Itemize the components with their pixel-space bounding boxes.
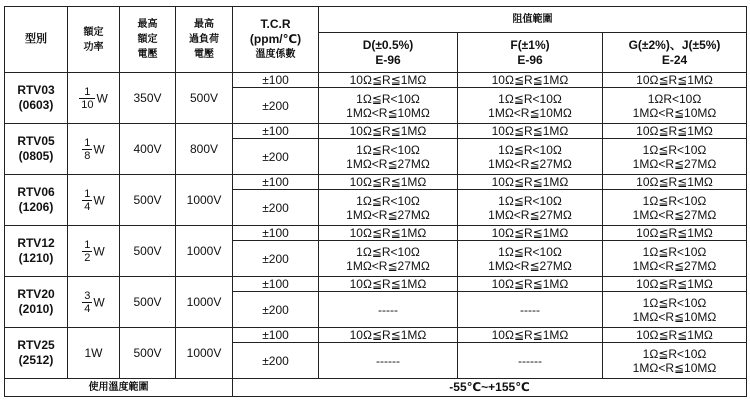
tcr-value: ±100 xyxy=(262,277,289,291)
header-col-f-line: E-96 xyxy=(517,52,543,67)
header-power-line: 功率 xyxy=(83,41,104,53)
model-cell xyxy=(5,328,68,379)
overload-voltage-value: 1000V xyxy=(186,346,222,360)
range-text: 1MΩ<R≦27MΩ xyxy=(488,156,572,171)
model-text: (0603) xyxy=(18,98,54,112)
range-text: 10Ω≦R≦1MΩ xyxy=(349,175,427,189)
range-cell-g xyxy=(603,328,747,343)
range-text: 1Ω≦R<10Ω xyxy=(642,244,707,259)
resistor-spec-table xyxy=(4,6,747,397)
range-cell-d xyxy=(319,124,458,139)
range-cell-d xyxy=(319,175,458,190)
header-range-group-label: 阻值範圍 xyxy=(512,14,553,25)
overload-voltage-value: 800V xyxy=(189,142,219,156)
range-cell-f xyxy=(458,124,603,139)
range-text: 10Ω≦R≦1MΩ xyxy=(636,175,713,189)
header-col-d-line: D(±0.5%) xyxy=(362,37,414,52)
power-numerator: 1 xyxy=(84,136,91,149)
model-text: (1206) xyxy=(18,200,54,214)
header-tcr-line: 溫度係數 xyxy=(255,49,296,60)
power-denominator: 2 xyxy=(84,251,91,264)
rated-voltage-value: 500V xyxy=(133,244,162,258)
tcr-cell xyxy=(233,88,319,124)
model-text: (0805) xyxy=(18,149,54,163)
power-denominator: 8 xyxy=(84,149,91,162)
range-text: 1Ω≦R<10Ω xyxy=(356,91,420,106)
overload-voltage-cell xyxy=(176,226,233,277)
range-cell-f xyxy=(458,328,603,343)
range-cell-f xyxy=(458,175,603,190)
header-overload-voltage xyxy=(176,7,233,73)
header-rated-voltage-line: 最高 xyxy=(137,19,158,30)
footer-label-text: 使用溫度範圍 xyxy=(88,382,149,393)
header-col-d xyxy=(319,33,458,73)
power-unit: W xyxy=(93,295,105,309)
range-cell-g xyxy=(603,226,747,241)
model-text: RTV25 xyxy=(17,338,55,352)
header-model xyxy=(5,7,68,73)
tcr-cell xyxy=(233,175,319,190)
range-cell-g xyxy=(603,190,747,226)
range-text: ------ xyxy=(518,353,542,368)
overload-voltage-value: 500V xyxy=(189,91,219,105)
power-fraction xyxy=(79,86,95,111)
header-rated-voltage-line: 額定 xyxy=(137,34,158,45)
header-power xyxy=(68,7,120,73)
power-unit: W xyxy=(96,91,108,105)
range-cell-g xyxy=(603,277,747,292)
tcr-cell xyxy=(233,190,319,226)
range-text: 10Ω≦R≦1MΩ xyxy=(349,328,427,342)
range-text: 1MΩ<R≦27MΩ xyxy=(346,156,430,171)
header-overload-voltage-line: 過負荷 xyxy=(189,34,219,45)
overload-voltage-cell xyxy=(176,124,233,175)
tcr-value: ±100 xyxy=(262,226,289,240)
range-text: 10Ω≦R≦1MΩ xyxy=(636,124,713,138)
range-text: 10Ω≦R≦1MΩ xyxy=(491,277,569,291)
range-text: 10Ω≦R≦1MΩ xyxy=(491,226,569,240)
table-row xyxy=(5,73,747,88)
range-cell-g xyxy=(603,88,747,124)
tcr-value: ±100 xyxy=(262,175,289,189)
range-cell-d xyxy=(319,292,458,328)
tcr-cell xyxy=(233,124,319,139)
range-cell-d xyxy=(319,73,458,88)
table-row xyxy=(5,226,747,241)
range-cell-d xyxy=(319,277,458,292)
range-cell-d xyxy=(319,139,458,175)
tcr-cell xyxy=(233,226,319,241)
model-cell xyxy=(5,226,68,277)
tcr-cell xyxy=(233,292,319,328)
power-fraction xyxy=(82,290,92,315)
power-cell xyxy=(68,226,120,277)
range-text: 1MΩ<R≦27MΩ xyxy=(346,258,430,273)
range-text: 1Ω≦R<10Ω xyxy=(498,142,562,157)
range-text: 1Ω≦R<10Ω xyxy=(356,142,420,157)
header-overload-voltage-line: 最高 xyxy=(194,19,214,30)
range-text: 10Ω≦R≦1MΩ xyxy=(636,226,713,240)
range-text: 10Ω≦R≦1MΩ xyxy=(349,277,427,291)
table-row xyxy=(5,277,747,292)
power-fraction xyxy=(82,137,92,162)
header-col-g-line: G(±2%)、J(±5%) xyxy=(628,37,721,52)
footer-value-text: -55℃~+155℃ xyxy=(449,380,530,394)
rated-voltage-cell xyxy=(120,226,176,277)
tcr-value: ±200 xyxy=(262,302,289,317)
range-text: 1Ω≦R<10Ω xyxy=(642,295,707,310)
model-cell xyxy=(5,277,68,328)
range-text: 1Ω≦R<10Ω xyxy=(642,193,707,208)
header-col-f xyxy=(458,33,603,73)
range-cell-g xyxy=(603,292,747,328)
model-text: RTV06 xyxy=(17,185,55,199)
header-col-f-line: F(±1%) xyxy=(510,37,550,52)
power-cell xyxy=(68,73,120,124)
range-cell-g xyxy=(603,175,747,190)
range-text: 1Ω≦R<10Ω xyxy=(498,193,562,208)
model-text: RTV05 xyxy=(17,134,55,148)
range-text: 1MΩ<R≦10MΩ xyxy=(488,105,572,120)
header-col-g-line: E-24 xyxy=(661,52,688,67)
range-text: 10Ω≦R≦1MΩ xyxy=(491,175,569,189)
rated-voltage-cell xyxy=(120,175,176,226)
model-text: (2010) xyxy=(18,302,54,316)
range-text: 1MΩ<R≦10MΩ xyxy=(632,105,717,120)
range-text: 1Ω≦R<10Ω xyxy=(498,91,562,106)
model-text: RTV03 xyxy=(17,83,55,97)
header-row-1 xyxy=(5,7,747,33)
range-text: 10Ω≦R≦1MΩ xyxy=(349,226,427,240)
power-cell xyxy=(68,175,120,226)
footer-value xyxy=(233,379,747,397)
range-text: 1Ω≦R<10Ω xyxy=(642,346,707,361)
header-tcr-line: T.C.R xyxy=(260,17,291,31)
table-row xyxy=(5,175,747,190)
tcr-cell xyxy=(233,139,319,175)
tcr-value: ±200 xyxy=(262,251,289,266)
range-cell-f xyxy=(458,292,603,328)
range-text: 1MΩ<R≦27MΩ xyxy=(488,207,572,222)
range-text: 10Ω≦R≦1MΩ xyxy=(636,277,713,291)
power-denominator: 4 xyxy=(84,200,91,213)
range-cell-f xyxy=(458,88,603,124)
power-fraction xyxy=(82,188,92,213)
tcr-cell xyxy=(233,328,319,343)
rated-voltage-value: 400V xyxy=(133,142,162,156)
range-cell-g xyxy=(603,73,747,88)
range-text: 1MΩ<R≦27MΩ xyxy=(632,207,717,222)
power-unit: W xyxy=(93,244,105,258)
range-text: 1Ω≦R<10Ω xyxy=(642,142,707,157)
tcr-cell xyxy=(233,343,319,379)
power-cell xyxy=(68,328,120,379)
range-text: 10Ω≦R≦1MΩ xyxy=(491,124,569,138)
model-text: (2512) xyxy=(18,353,54,367)
header-power-line: 額定 xyxy=(83,26,104,38)
rated-voltage-cell xyxy=(120,124,176,175)
range-cell-f xyxy=(458,277,603,292)
model-cell xyxy=(5,175,68,226)
range-cell-d xyxy=(319,328,458,343)
tcr-cell xyxy=(233,73,319,88)
overload-voltage-value: 1000V xyxy=(186,244,222,258)
range-cell-f xyxy=(458,241,603,277)
tcr-value: ±100 xyxy=(262,124,289,138)
range-cell-d xyxy=(319,241,458,277)
model-text: RTV20 xyxy=(17,287,55,301)
overload-voltage-cell xyxy=(176,328,233,379)
range-text: 1MΩ<R≦27MΩ xyxy=(346,207,430,222)
range-text: 10Ω≦R≦1MΩ xyxy=(491,73,569,87)
rated-voltage-cell xyxy=(120,328,176,379)
power-numerator: 1 xyxy=(84,187,91,200)
range-text: 1MΩ<R≦10MΩ xyxy=(632,360,717,375)
range-cell-d xyxy=(319,190,458,226)
overload-voltage-cell xyxy=(176,175,233,226)
range-cell-g xyxy=(603,139,747,175)
power-denominator: 10 xyxy=(81,98,94,111)
tcr-value: ±100 xyxy=(262,73,289,87)
tcr-cell xyxy=(233,241,319,277)
header-range-group xyxy=(319,7,747,33)
range-text: 1Ω≦R<10Ω xyxy=(356,193,420,208)
range-cell-f xyxy=(458,190,603,226)
table-row xyxy=(5,328,747,343)
tcr-value: ±200 xyxy=(262,149,289,164)
power-numerator: 1 xyxy=(79,86,95,99)
range-text: 1ΩR<10Ω xyxy=(647,91,702,106)
range-text: 1MΩ<R≦27MΩ xyxy=(488,258,572,273)
range-text: 1Ω≦R<10Ω xyxy=(498,244,562,259)
tcr-value: ±200 xyxy=(262,200,289,215)
header-tcr xyxy=(233,7,319,73)
header-col-d-line: E-96 xyxy=(375,52,401,67)
power-cell xyxy=(68,124,120,175)
range-text: 10Ω≦R≦1MΩ xyxy=(636,73,713,87)
power-unit: W xyxy=(93,142,105,156)
range-text: ----- xyxy=(520,302,540,317)
range-cell-d xyxy=(319,226,458,241)
range-text: 10Ω≦R≦1MΩ xyxy=(349,73,427,87)
header-rated-voltage xyxy=(120,7,176,73)
model-cell xyxy=(5,73,68,124)
footer-label xyxy=(5,379,233,397)
range-text: 1MΩ<R≦10MΩ xyxy=(632,309,717,324)
range-cell-g xyxy=(603,343,747,379)
header-rated-voltage-line: 電壓 xyxy=(137,49,158,60)
spec-body xyxy=(5,73,747,379)
range-text: 1MΩ<R≦10MΩ xyxy=(346,105,430,120)
range-cell-f xyxy=(458,73,603,88)
range-text: 1Ω≦R<10Ω xyxy=(356,244,420,259)
range-cell-f xyxy=(458,139,603,175)
rated-voltage-cell xyxy=(120,73,176,124)
rated-voltage-value: 350V xyxy=(133,91,162,105)
overload-voltage-value: 1000V xyxy=(186,193,222,207)
header-model-label: 型別 xyxy=(25,33,47,45)
tcr-value: ±100 xyxy=(262,328,289,342)
table-row xyxy=(5,124,747,139)
model-cell xyxy=(5,124,68,175)
overload-voltage-value: 1000V xyxy=(186,295,222,309)
power-denominator: 4 xyxy=(84,302,91,315)
model-text: (1210) xyxy=(18,251,54,265)
range-text: ------ xyxy=(376,353,400,368)
range-cell-f xyxy=(458,226,603,241)
rated-voltage-value: 500V xyxy=(133,295,162,309)
power-unit: W xyxy=(93,193,105,207)
range-cell-g xyxy=(603,241,747,277)
power-value: 1W xyxy=(84,345,103,360)
range-text: 1MΩ<R≦27MΩ xyxy=(632,258,717,273)
overload-voltage-cell xyxy=(176,73,233,124)
tcr-cell xyxy=(233,277,319,292)
tcr-value: ±200 xyxy=(262,98,289,113)
footer-row xyxy=(5,379,747,397)
rated-voltage-value: 500V xyxy=(133,346,162,360)
header-col-g xyxy=(603,33,747,73)
range-text: 10Ω≦R≦1MΩ xyxy=(349,124,427,138)
power-numerator: 3 xyxy=(84,289,91,302)
tcr-value: ±200 xyxy=(262,353,289,368)
power-numerator: 1 xyxy=(84,238,91,251)
range-cell-f xyxy=(458,343,603,379)
model-text: RTV12 xyxy=(17,236,55,250)
header-overload-voltage-line: 電壓 xyxy=(194,49,214,60)
range-text: 10Ω≦R≦1MΩ xyxy=(491,328,569,342)
power-cell xyxy=(68,277,120,328)
power-fraction xyxy=(82,239,92,264)
header-tcr-line: (ppm/℃) xyxy=(249,32,302,46)
range-cell-d xyxy=(319,88,458,124)
range-text: 1MΩ<R≦27MΩ xyxy=(632,156,717,171)
range-cell-d xyxy=(319,343,458,379)
overload-voltage-cell xyxy=(176,277,233,328)
rated-voltage-cell xyxy=(120,277,176,328)
range-text: ----- xyxy=(378,302,398,317)
range-text: 10Ω≦R≦1MΩ xyxy=(636,328,713,342)
range-cell-g xyxy=(603,124,747,139)
rated-voltage-value: 500V xyxy=(133,193,162,207)
